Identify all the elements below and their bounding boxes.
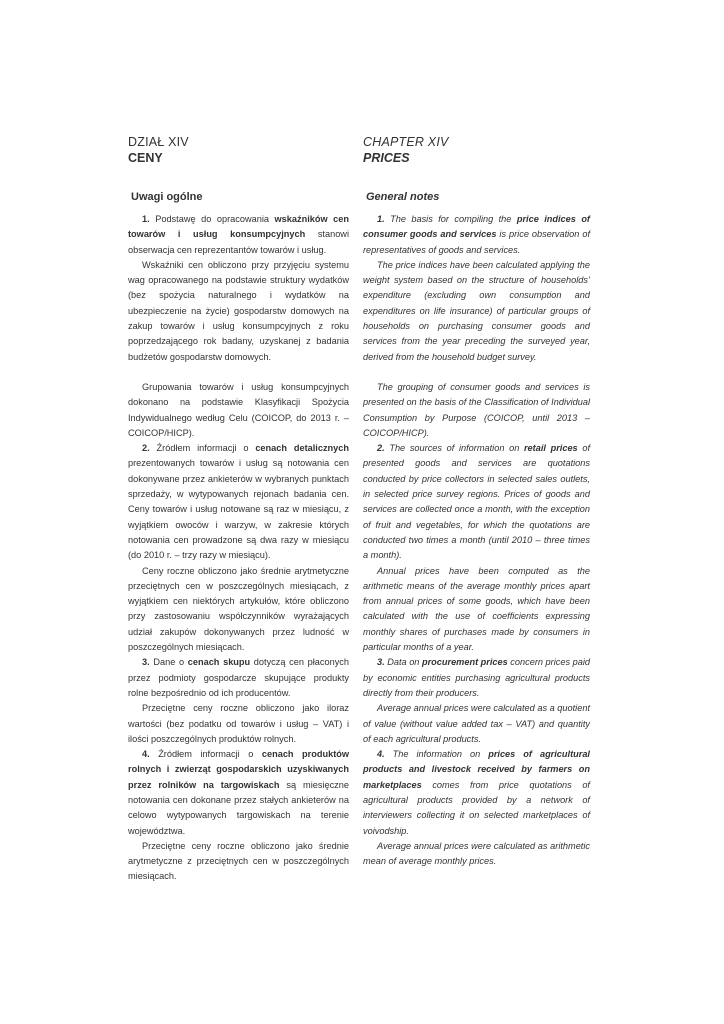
paragraph bbox=[363, 701, 590, 747]
text-run: Average annual prices were calculated as arithmetic mean of average monthly prices. bbox=[363, 840, 590, 867]
paragraph bbox=[128, 258, 349, 365]
bold-text: price indices of consumer goods and services bbox=[363, 214, 590, 240]
polish-column bbox=[128, 134, 349, 885]
section-heading-pl: Uwagi ogólne bbox=[131, 191, 203, 203]
text-run: dotyczą cen płaconych przez podmioty gospodarcze skupujące produkty rolne bezpośrednio od ich producentów. bbox=[128, 657, 349, 698]
paragraph bbox=[128, 747, 349, 839]
bold-text: procurement prices bbox=[421, 657, 508, 668]
paragraph bbox=[128, 380, 349, 441]
paragraph bbox=[363, 655, 590, 701]
bold-text: 3. bbox=[377, 657, 385, 668]
text-run: The price indices have been calculated applying the weight system based on the structure of households’ expenditure (excluding own consumption and expenditures on life insurance) of particular groups of households on purchasing consumer goods and services from the year preceding the surveyed year, derived from the household budget survey. bbox=[363, 259, 590, 362]
text-run: Grupowania towarów i usług konsumpcyjnych dokonano na podstawie Klasyfikacji Spożycia Indywidualnego według Celu (COICOP, do 2013 r. – COICOP/HICP). bbox=[128, 381, 349, 438]
text-run: concern prices paid by economic entities purchasing agricultural products directly from their producers. bbox=[363, 657, 590, 698]
chapter-label-en: CHAPTER XIV bbox=[363, 135, 449, 149]
text-run: Average annual prices were calculated as a quotient of value (without value added tax – VAT) and quantity of each agricultural products. bbox=[363, 703, 590, 744]
bold-text: wskaźników cen towarów i usług konsumpcyjnych bbox=[128, 214, 349, 240]
text-run: stanowi obserwacja cen reprezentantów towarów i usług. bbox=[128, 229, 349, 255]
paragraph bbox=[128, 441, 349, 563]
paragraph bbox=[128, 212, 349, 258]
paragraph bbox=[363, 212, 590, 258]
bold-text: 3. bbox=[142, 657, 150, 668]
bold-text: 4. bbox=[142, 749, 150, 760]
bold-text: cenach produktów rolnych i zwierząt gospodarskich uzyskiwanych przez rolników na targowiskach bbox=[128, 749, 350, 790]
text-run: is price observation of representatives of goods and services. bbox=[363, 229, 591, 255]
text-run: Przeciętne ceny roczne obliczono jako średnie arytmetyczne z przeciętnych cen w poszczególnych miesiącach. bbox=[128, 840, 349, 882]
text-run: są miesięczne notowania cen dokonane przez stałych ankieterów na celowo wytypowanych targowiskach na terenie województwa. bbox=[128, 779, 349, 836]
paragraph bbox=[363, 258, 590, 365]
text-run: Annual prices have been computed as the arithmetic means of the average monthly prices apart from annual prices of some goods, which have been calculated with the use of coefficients expressing monthly shares of purchases made by consumers in particular months of a year. bbox=[363, 565, 590, 653]
paragraph bbox=[363, 839, 590, 870]
chapter-title-en: PRICES bbox=[363, 151, 410, 165]
paragraph bbox=[363, 747, 590, 839]
body-text-en bbox=[363, 212, 590, 869]
paragraph bbox=[363, 564, 590, 656]
body-text-pl bbox=[128, 212, 349, 885]
bold-text: 2. bbox=[142, 443, 150, 454]
chapter-label-pl: DZIAŁ XIV bbox=[128, 135, 189, 149]
paragraph bbox=[128, 655, 349, 701]
text-run: prezentowanych towarów i usług są notowania cen dokonywane przez ankieterów w wybranych punktach sprzedaży, w wytypowanych rejonach badania cen. Ceny towarów i usług notowane są raz w miesiącu, z wyjątkiem owoców i warzyw, w zakresie których notowania cen prowadzone są dwa razy w miesiącu (do 2010 r. – trzy razy w miesiącu). bbox=[128, 458, 349, 561]
text-run: Źródłem informacji o bbox=[149, 749, 262, 760]
text-run: Wskaźniki cen obliczono przy przyjęciu systemu wag opracowanego na podstawie struktury wydatków (bez spożycia naturalnego i wydatków na ubezpieczenie na życie) gospodarstw domowych na zakup towarów i usług konsumpcyjnych z roku poprzedzającego rok badany, uzyskanej z badania budżetów gospodarstw domowych. bbox=[128, 259, 349, 362]
bold-text: 2. bbox=[377, 443, 385, 454]
text-run: Przeciętne ceny roczne obliczono jako iloraz wartości (bez podatku od towarów i usług – VAT) i ilości poszczególnych produktów rolnych. bbox=[128, 703, 349, 744]
paragraph bbox=[363, 441, 590, 563]
text-run: The sources of information on bbox=[384, 443, 524, 454]
text-run: The basis for compiling the bbox=[384, 214, 517, 224]
paragraph bbox=[128, 839, 349, 885]
bold-text: retail prices bbox=[523, 443, 578, 454]
text-run: Źródłem informacji o bbox=[149, 443, 256, 454]
english-column bbox=[363, 134, 590, 869]
chapter-title-pl: CENY bbox=[128, 151, 163, 165]
bold-text: 1. bbox=[377, 214, 385, 224]
bold-text: cenach skupu bbox=[187, 657, 251, 668]
text-run: The grouping of consumer goods and services is presented on the basis of the Classification of Individual Consumption by Purpose (COICOP, until 2013 – COICOP/HICP). bbox=[363, 381, 590, 438]
text-run: comes from price quotations of agricultural products provided by a network of interviewers collecting it on selected marketplaces of voivodship. bbox=[363, 779, 590, 836]
paragraph bbox=[128, 701, 349, 747]
text-run: of presented goods and services are quotations conducted by price collectors in selected sales outlets, in selected price survey regions. Prices of goods and services are collected once a month, with the exception of fruit and vegetables, for which the quotations are conducted two times a month (until 2010 – three times a month). bbox=[363, 443, 590, 561]
text-run: Ceny roczne obliczono jako średnie arytmetyczne przeciętnych cen w poszczególnych miesiącach, z wyjątkiem cen niektórych artykułów, które obliczono przy zastosowaniu współczynników wyrażających udział zakupów dokonywanych przez ludność w poszczególnych miesiącach. bbox=[128, 565, 349, 653]
paragraph bbox=[128, 564, 349, 656]
text-run: Podstawę do opracowania bbox=[149, 214, 275, 224]
bold-text: cenach detalicznych bbox=[255, 443, 349, 454]
bold-text: 1. bbox=[142, 214, 150, 224]
paragraph bbox=[363, 380, 590, 441]
bold-text: 4. bbox=[377, 749, 385, 760]
text-run: Data on bbox=[384, 657, 422, 668]
bold-text: prices of agricultural products and livestock received by farmers on marketplaces bbox=[363, 749, 590, 790]
section-heading-en: General notes bbox=[366, 191, 440, 203]
text-run: Dane o bbox=[149, 657, 188, 668]
text-run: The information on bbox=[384, 749, 489, 760]
